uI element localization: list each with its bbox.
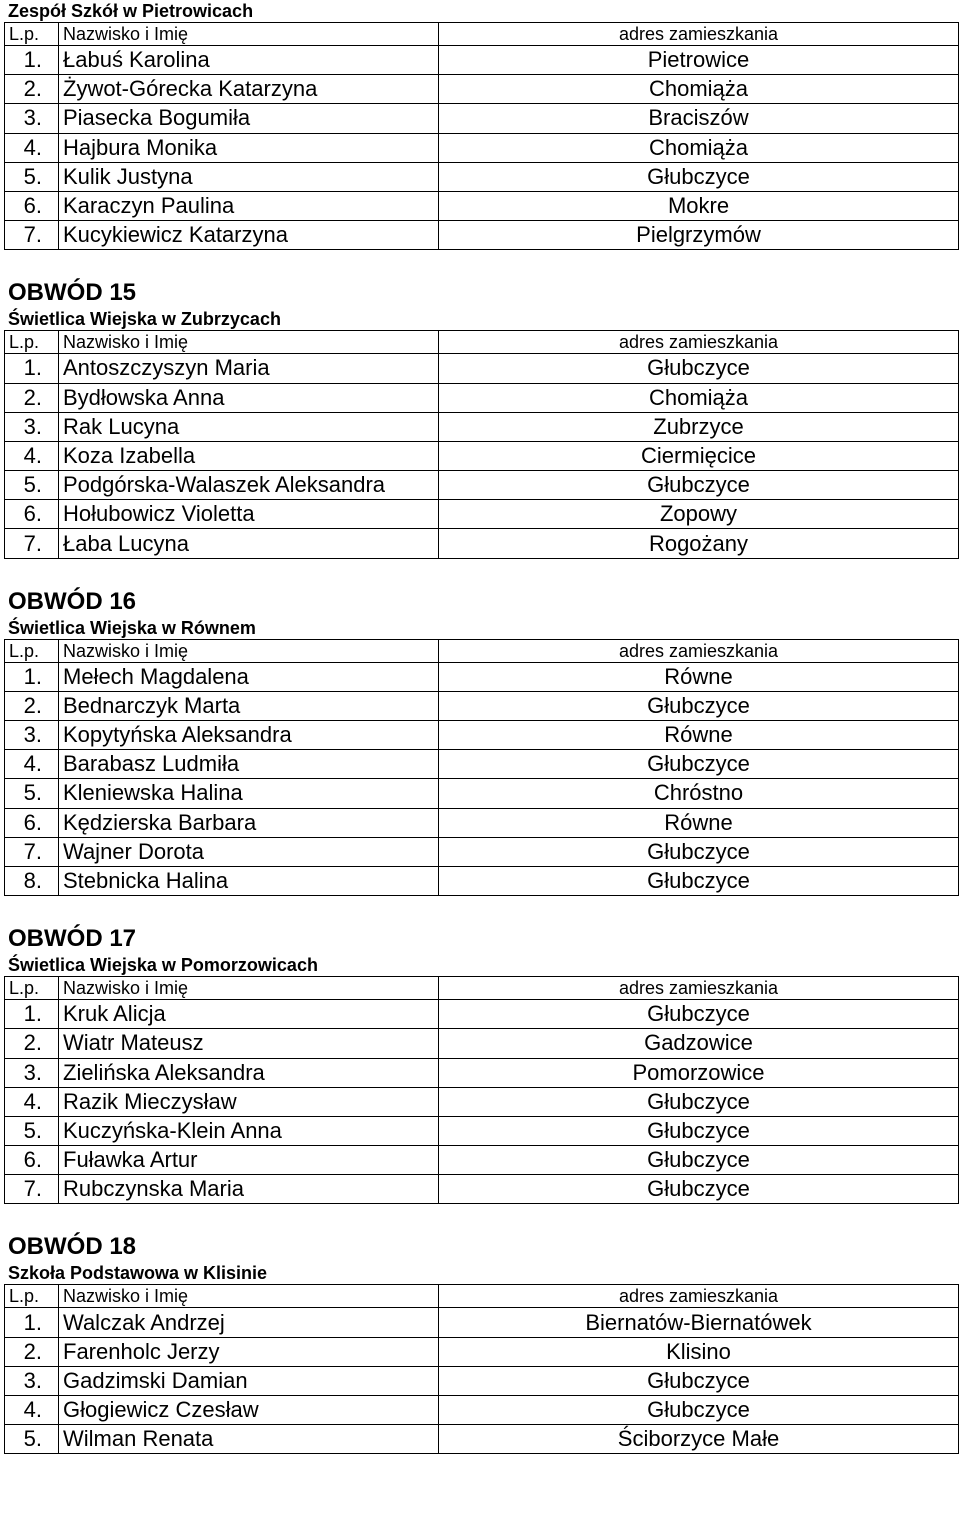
member-address: Pomorzowice — [439, 1058, 959, 1087]
member-table — [4, 639, 959, 897]
row-number: 5. — [5, 162, 59, 191]
member-address: Głubczyce — [439, 1116, 959, 1145]
member-address: Pielgrzymów — [439, 221, 959, 250]
member-address: Ściborzyce Małe — [439, 1425, 959, 1454]
member-address: Równe — [439, 662, 959, 691]
table-row — [5, 1366, 959, 1395]
member-name: Zielińska Aleksandra — [59, 1058, 439, 1087]
row-number: 7. — [5, 221, 59, 250]
obwod-title: OBWÓD 18 — [8, 1233, 137, 1261]
member-name: Piasecka Bogumiła — [59, 104, 439, 133]
row-number: 1. — [5, 354, 59, 383]
obwod-title: OBWÓD 17 — [8, 925, 137, 953]
obwod-section — [0, 587, 960, 897]
row-number: 3. — [5, 721, 59, 750]
row-number: 6. — [5, 808, 59, 837]
member-name: Podgórska-Walaszek Aleksandra — [59, 471, 439, 500]
table-row — [5, 354, 959, 383]
member-address: Klisino — [439, 1337, 959, 1366]
table-row — [5, 662, 959, 691]
member-name: Antoszczyszyn Maria — [59, 354, 439, 383]
row-number: 3. — [5, 412, 59, 441]
member-table — [4, 1284, 959, 1454]
obwod-section — [0, 0, 960, 250]
row-number: 6. — [5, 191, 59, 220]
header-name: Nazwisko i Imię — [59, 1285, 439, 1308]
header-addr: adres zamieszkania — [439, 23, 959, 46]
member-address: Chomiąża — [439, 383, 959, 412]
table-row — [5, 1337, 959, 1366]
table-row — [5, 1396, 959, 1425]
member-name: Koza Izabella — [59, 441, 439, 470]
header-name: Nazwisko i Imię — [59, 639, 439, 662]
table-row — [5, 441, 959, 470]
row-number: 2. — [5, 75, 59, 104]
member-name: Gadzimski Damian — [59, 1366, 439, 1395]
header-name: Nazwisko i Imię — [59, 977, 439, 1000]
member-name: Karaczyn Paulina — [59, 191, 439, 220]
table-row — [5, 1146, 959, 1175]
table-row — [5, 471, 959, 500]
member-name: Rak Lucyna — [59, 412, 439, 441]
member-name: Kucykiewicz Katarzyna — [59, 221, 439, 250]
member-name: Wajner Dorota — [59, 837, 439, 866]
member-name: Mełech Magdalena — [59, 662, 439, 691]
member-table — [4, 22, 959, 250]
row-number: 1. — [5, 46, 59, 75]
obwod-title: OBWÓD 16 — [8, 587, 137, 615]
header-name: Nazwisko i Imię — [59, 331, 439, 354]
member-name: Głogiewicz Czesław — [59, 1396, 439, 1425]
table-row — [5, 75, 959, 104]
member-address: Głubczyce — [439, 866, 959, 895]
row-number: 1. — [5, 1000, 59, 1029]
member-address: Równe — [439, 721, 959, 750]
row-number: 2. — [5, 1029, 59, 1058]
school-name: Szkoła Podstawowa w Klisinie — [8, 1263, 268, 1284]
member-address: Głubczyce — [439, 1087, 959, 1116]
table-row — [5, 1087, 959, 1116]
school-name: Świetlica Wiejska w Pomorzowicach — [8, 955, 318, 976]
table-row — [5, 529, 959, 558]
member-table — [4, 330, 959, 558]
member-name: Hołubowicz Violetta — [59, 500, 439, 529]
table-row — [5, 1029, 959, 1058]
obwod-title: OBWÓD 15 — [8, 279, 137, 307]
row-number: 3. — [5, 104, 59, 133]
school-name: Świetlica Wiejska w Równem — [8, 617, 256, 638]
member-address: Rogożany — [439, 529, 959, 558]
member-name: Wiatr Mateusz — [59, 1029, 439, 1058]
member-name: Farenholc Jerzy — [59, 1337, 439, 1366]
header-addr: adres zamieszkania — [439, 639, 959, 662]
table-row — [5, 412, 959, 441]
row-number: 5. — [5, 1425, 59, 1454]
header-lp: L.p. — [5, 639, 59, 662]
row-number: 4. — [5, 441, 59, 470]
obwod-section — [0, 278, 960, 558]
member-name: Kuczyńska-Klein Anna — [59, 1116, 439, 1145]
table-row — [5, 133, 959, 162]
member-address: Biernatów-Biernatówek — [439, 1308, 959, 1337]
row-number: 4. — [5, 750, 59, 779]
member-name: Stebnicka Halina — [59, 866, 439, 895]
member-name: Kulik Justyna — [59, 162, 439, 191]
row-number: 4. — [5, 133, 59, 162]
header-addr: adres zamieszkania — [439, 977, 959, 1000]
member-address: Głubczyce — [439, 162, 959, 191]
row-number: 3. — [5, 1366, 59, 1395]
table-row — [5, 691, 959, 720]
member-name: Kleniewska Halina — [59, 779, 439, 808]
table-header-row — [5, 639, 959, 662]
row-number: 4. — [5, 1396, 59, 1425]
school-name: Zespół Szkół w Pietrowicach — [8, 1, 254, 21]
table-row — [5, 46, 959, 75]
member-address: Głubczyce — [439, 471, 959, 500]
row-number: 5. — [5, 471, 59, 500]
table-row — [5, 779, 959, 808]
member-name: Wilman Renata — [59, 1425, 439, 1454]
table-row — [5, 837, 959, 866]
school-name: Świetlica Wiejska w Zubrzycach — [8, 309, 281, 330]
table-row — [5, 383, 959, 412]
table-row — [5, 1425, 959, 1454]
table-row — [5, 104, 959, 133]
header-lp: L.p. — [5, 331, 59, 354]
header-name: Nazwisko i Imię — [59, 23, 439, 46]
row-number: 2. — [5, 383, 59, 412]
member-address: Chomiąża — [439, 133, 959, 162]
member-address: Równe — [439, 808, 959, 837]
table-row — [5, 1175, 959, 1204]
row-number: 5. — [5, 1116, 59, 1145]
member-name: Kruk Alicja — [59, 1000, 439, 1029]
row-number: 7. — [5, 837, 59, 866]
row-number: 7. — [5, 1175, 59, 1204]
member-name: Bydłowska Anna — [59, 383, 439, 412]
member-address: Zubrzyce — [439, 412, 959, 441]
table-row — [5, 808, 959, 837]
table-row — [5, 721, 959, 750]
member-address: Głubczyce — [439, 691, 959, 720]
member-name: Walczak Andrzej — [59, 1308, 439, 1337]
row-number: 3. — [5, 1058, 59, 1087]
row-number: 1. — [5, 662, 59, 691]
member-address: Głubczyce — [439, 354, 959, 383]
member-address: Głubczyce — [439, 837, 959, 866]
table-row — [5, 162, 959, 191]
table-header-row — [5, 331, 959, 354]
header-lp: L.p. — [5, 977, 59, 1000]
header-lp: L.p. — [5, 1285, 59, 1308]
member-table — [4, 976, 959, 1204]
table-row — [5, 1058, 959, 1087]
row-number: 2. — [5, 1337, 59, 1366]
header-addr: adres zamieszkania — [439, 331, 959, 354]
member-address: Gadzowice — [439, 1029, 959, 1058]
member-address: Ciermięcice — [439, 441, 959, 470]
member-address: Braciszów — [439, 104, 959, 133]
obwod-section — [0, 924, 960, 1204]
table-row — [5, 191, 959, 220]
member-address: Głubczyce — [439, 1175, 959, 1204]
member-name: Rubczynska Maria — [59, 1175, 439, 1204]
table-header-row — [5, 1285, 959, 1308]
member-address: Głubczyce — [439, 1366, 959, 1395]
table-row — [5, 866, 959, 895]
row-number: 7. — [5, 529, 59, 558]
row-number: 6. — [5, 500, 59, 529]
member-address: Głubczyce — [439, 1396, 959, 1425]
row-number: 6. — [5, 1146, 59, 1175]
member-address: Zopowy — [439, 500, 959, 529]
member-address: Mokre — [439, 191, 959, 220]
table-row — [5, 500, 959, 529]
row-number: 2. — [5, 691, 59, 720]
row-number: 8. — [5, 866, 59, 895]
table-row — [5, 750, 959, 779]
member-name: Żywot-Górecka Katarzyna — [59, 75, 439, 104]
member-address: Pietrowice — [439, 46, 959, 75]
table-row — [5, 1000, 959, 1029]
header-lp: L.p. — [5, 23, 59, 46]
member-name: Hajbura Monika — [59, 133, 439, 162]
member-address: Chomiąża — [439, 75, 959, 104]
table-row — [5, 221, 959, 250]
table-header-row — [5, 977, 959, 1000]
row-number: 5. — [5, 779, 59, 808]
member-address: Głubczyce — [439, 1146, 959, 1175]
member-name: Kopytyńska Aleksandra — [59, 721, 439, 750]
member-name: Łabuś Karolina — [59, 46, 439, 75]
header-addr: adres zamieszkania — [439, 1285, 959, 1308]
member-name: Razik Mieczysław — [59, 1087, 439, 1116]
member-address: Chróstno — [439, 779, 959, 808]
member-name: Bednarczyk Marta — [59, 691, 439, 720]
obwod-section — [0, 1232, 960, 1454]
member-address: Głubczyce — [439, 750, 959, 779]
row-number: 1. — [5, 1308, 59, 1337]
table-row — [5, 1308, 959, 1337]
table-row — [5, 1116, 959, 1145]
member-name: Barabasz Ludmiła — [59, 750, 439, 779]
member-address: Głubczyce — [439, 1000, 959, 1029]
table-header-row — [5, 23, 959, 46]
member-name: Fuławka Artur — [59, 1146, 439, 1175]
member-name: Łaba Lucyna — [59, 529, 439, 558]
member-name: Kędzierska Barbara — [59, 808, 439, 837]
row-number: 4. — [5, 1087, 59, 1116]
